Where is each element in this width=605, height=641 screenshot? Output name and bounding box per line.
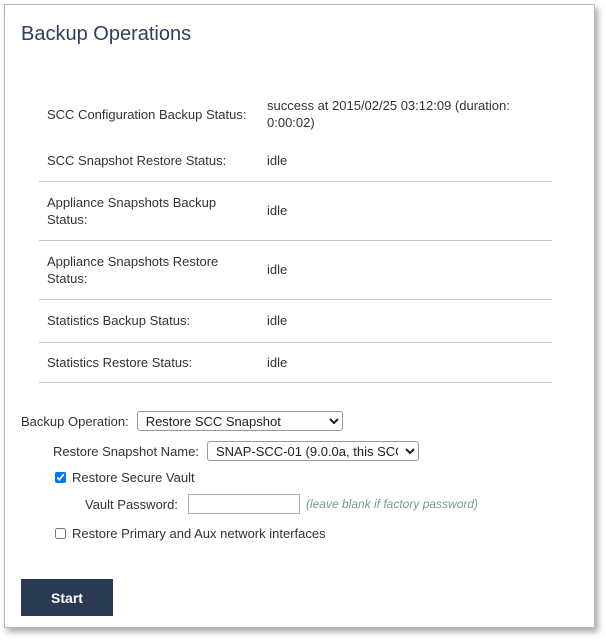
table-row	[39, 181, 552, 240]
restore-interfaces-row	[55, 526, 326, 541]
vault-password-hint: (leave blank if factory password)	[305, 497, 479, 511]
restore-secure-vault-label[interactable]: Restore Secure Vault	[72, 470, 195, 485]
restore-interfaces-label[interactable]: Restore Primary and Aux network interfaces	[72, 526, 326, 541]
backup-operations-panel	[4, 4, 595, 628]
status-value: idle	[259, 342, 552, 382]
restore-secure-vault-checkbox[interactable]	[55, 472, 66, 483]
status-label: SCC Snapshot Restore Status:	[39, 141, 259, 181]
status-value: idle	[259, 299, 552, 342]
status-value: idle	[259, 240, 552, 299]
restore-interfaces-checkbox[interactable]	[55, 528, 66, 539]
backup-operation-select[interactable]	[137, 411, 343, 431]
restore-snapshot-label: Restore Snapshot Name:	[53, 443, 199, 459]
status-value: success at 2015/02/25 03:12:09 (duration: 0:00:02)	[267, 98, 510, 130]
restore-secure-vault-row	[55, 470, 195, 485]
table-row	[39, 342, 552, 382]
table-row	[39, 299, 552, 342]
vault-password-row	[85, 494, 478, 514]
table-row	[39, 240, 552, 299]
status-value: idle	[259, 141, 552, 181]
page-title: Backup Operations	[21, 23, 192, 45]
status-label: Statistics Backup Status:	[39, 299, 259, 342]
vault-password-label: Vault Password:	[85, 496, 178, 512]
restore-snapshot-row	[53, 441, 419, 461]
status-label: Appliance Snapshots Backup Status:	[39, 181, 259, 240]
status-table	[39, 87, 552, 383]
table-row	[39, 141, 552, 181]
start-button[interactable]: Start	[21, 579, 113, 616]
restore-snapshot-select[interactable]	[207, 441, 419, 461]
status-label: Appliance Snapshots Restore Status:	[39, 240, 259, 299]
status-label: SCC Configuration Backup Status:	[47, 106, 247, 122]
table-row	[39, 87, 552, 141]
status-label: Statistics Restore Status:	[39, 342, 259, 382]
backup-operation-row	[21, 411, 343, 431]
status-value: idle	[259, 181, 552, 240]
vault-password-input[interactable]	[188, 494, 300, 514]
backup-operation-label: Backup Operation:	[21, 413, 129, 429]
